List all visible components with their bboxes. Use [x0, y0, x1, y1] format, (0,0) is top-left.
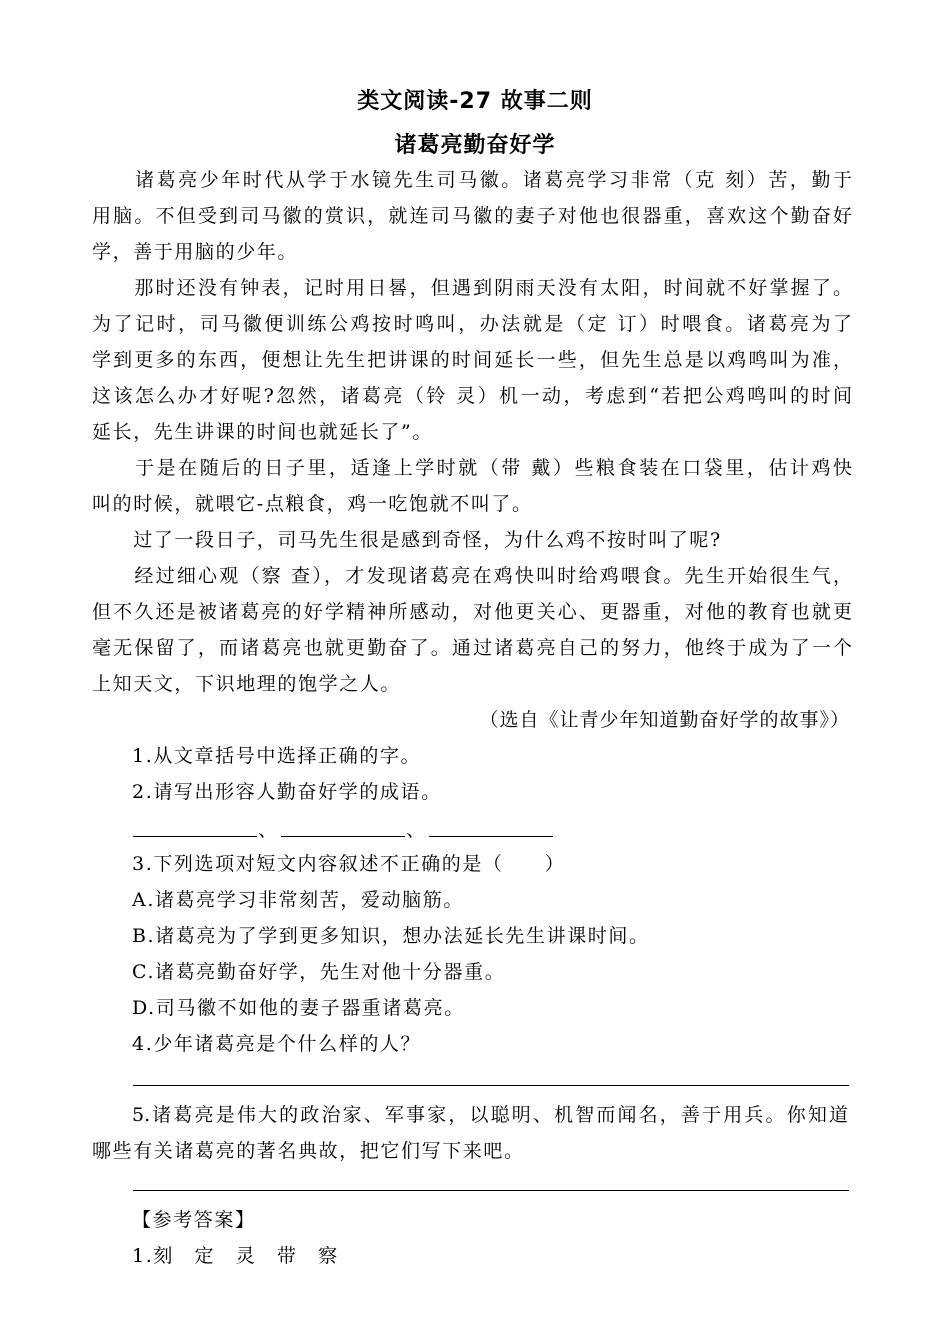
passage-line: 学，善于用脑的少年。: [92, 241, 299, 263]
answer-blank-3[interactable]: [429, 836, 553, 837]
passage-line: 学到更多的东西，便想让先生把讲课的时间延长一些，但先生总是以鸡鸣叫为准，: [92, 349, 852, 371]
blank-separator: 、: [406, 819, 426, 841]
question-3: 3.下列选项对短文内容叙述不正确的是（ ）: [132, 853, 566, 875]
option-c: C.诸葛亮勤奋好学，先生对他十分器重。: [132, 961, 506, 983]
question-5-line2: 哪些有关诸葛亮的著名典故，把它们写下来吧。: [92, 1140, 525, 1162]
question-4: 4.少年诸葛亮是个什么样的人？: [132, 1033, 422, 1055]
passage-line: 诸葛亮少年时代从学于水镜先生司马徽。诸葛亮学习非常（克 刻）苦，勤于: [92, 169, 852, 191]
passage-line: 叫的时候，就喂它-点粮食，鸡一吃饱就不叫了。: [92, 493, 533, 515]
option-b: B.诸葛亮为了学到更多知识，想办法延长先生讲课时间。: [132, 925, 650, 947]
answer-blank-2[interactable]: [281, 836, 405, 837]
passage-line: 于是在随后的日子里，适逢上学时就（带 戴）些粮食装在口袋里，估计鸡快: [92, 457, 852, 479]
answer-line-q4[interactable]: [133, 1085, 849, 1086]
option-d: D.司马徽不如他的妻子器重诸葛亮。: [132, 997, 465, 1019]
blank-separator: 、: [258, 819, 278, 841]
answer-1: 1.刻 定 灵 带 察: [132, 1245, 339, 1267]
passage-line: 毫无保留了，而诸葛亮也就更勤奋了。通过诸葛亮自己的努力，他终于成为了一个: [92, 637, 852, 659]
passage-line: 上知天文，下识地理的饱学之人。: [92, 673, 402, 695]
passage-line: 用脑。不但受到司马徽的赏识，就连司马徽的妻子对他也很器重，喜欢这个勤奋好: [92, 205, 852, 227]
option-a: A.诸葛亮学习非常刻苦，爱动脑筋。: [132, 889, 464, 911]
question-1: 1.从文章括号中选择正确的字。: [132, 745, 422, 767]
passage-line: 过了一段日子，司马先生很是感到奇怪，为什么鸡不按时叫了呢?: [92, 529, 722, 551]
story-title: 诸葛亮勤奋好学: [394, 133, 556, 158]
answer-blank-1[interactable]: [133, 836, 257, 837]
source-citation: （选自《让青少年知道勤奋好学的故事》）: [479, 709, 850, 731]
passage-line: 延长，先生讲课的时间也就延长了”。: [92, 421, 433, 443]
question-5-line1: 5.诸葛亮是伟大的政治家、军事家，以聪明、机智而闻名，善于用兵。你知道: [132, 1104, 848, 1126]
passage-line: 那时还没有钟表，记时用日晷，但遇到阴雨天没有太阳，时间就不好掌握了。: [92, 277, 852, 299]
answer-line-q5[interactable]: [133, 1190, 849, 1191]
passage-line: 经过细心观（察 查），才发现诸葛亮在鸡快叫时给鸡喂食。先生开始很生气，: [92, 565, 852, 587]
passage-line: 这该怎么办才好呢?忽然，诸葛亮（铃 灵）机一动，考虑到“若把公鸡鸣叫的时间: [92, 385, 852, 407]
document-title: 类文阅读-27 故事二则: [357, 89, 593, 114]
answer-key-heading: 【参考答案】: [132, 1209, 256, 1231]
passage-line: 但不久还是被诸葛亮的好学精神所感动，对他更关心、更器重，对他的教育也就更: [92, 601, 852, 623]
passage-line: 为了记时，司马徽便训练公鸡按时鸣叫，办法就是（定 订）时喂食。诸葛亮为了: [92, 313, 852, 335]
question-2: 2.请写出形容人勤奋好学的成语。: [132, 781, 442, 803]
